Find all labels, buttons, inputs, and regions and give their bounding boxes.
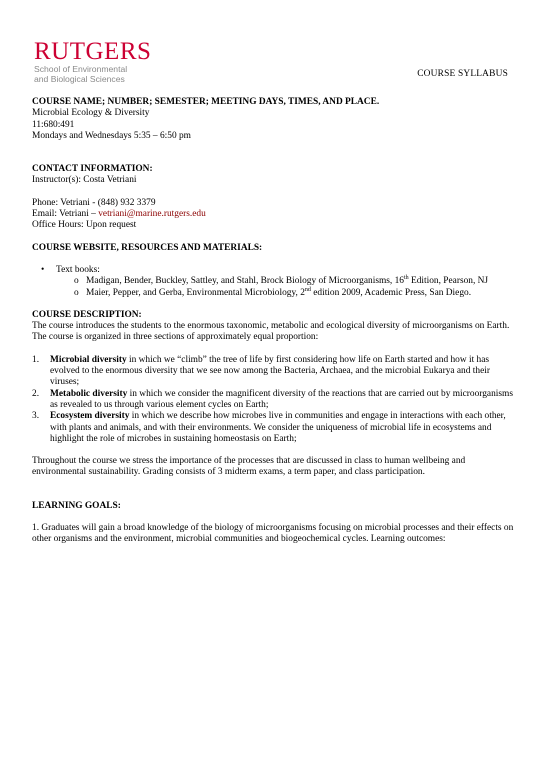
textbook-item-1: o Madigan, Bender, Buckley, Sattley, and Stahl, Brock Biology of Microorganisms, 16th Edition, Pearson, NJ xyxy=(32,276,516,287)
list-item xyxy=(32,265,516,276)
instructor: Instructor(s): Costa Vetriani xyxy=(32,175,137,186)
email-line xyxy=(32,209,516,220)
syllabus-content xyxy=(32,97,516,546)
goals-heading: LEARNING GOALS: xyxy=(32,500,121,511)
description-heading: COURSE DESCRIPTION: xyxy=(32,309,142,320)
resources-heading: COURSE WEBSITE, RESOURCES AND MATERIALS: xyxy=(32,242,263,253)
course-heading: COURSE NAME; NUMBER; SEMESTER; MEETING DAYS, TIMES, AND PLACE. xyxy=(32,97,380,107)
email-prefix: Email: Vetriani – xyxy=(32,209,99,220)
list-item: 2. Metabolic diversity in which we consider the magnificent diversity of the reactions that are carried out by microorganisms as revealed to us through various element cycles on Earth; xyxy=(32,388,513,410)
goal-1: 1. Graduates will gain a broad knowledge of the biology of microorganisms focusing on microbial processes and their effects on other organisms and the environment, microbial communities and biogeochemical cycles. Learning outcomes: xyxy=(32,523,514,545)
doc-label: COURSE SYLLABUS xyxy=(417,69,508,79)
phone: Phone: Vetriani - (848) 932 3379 xyxy=(32,197,156,208)
office-hours: Office Hours: Upon request xyxy=(32,220,137,231)
course-number: 11:680:491 xyxy=(32,119,75,130)
rutgers-logo xyxy=(34,40,194,84)
description-closing: Throughout the course we stress the importance of the processes that are discussed in class to human wellbeing and environmental sustainability. Grading consists of 3 midterm exams, a term paper, and class participation. xyxy=(32,456,466,478)
list-item: 1. Microbial diversity in which we “climb” the tree of life by first considering how life on Earth started and how it has evolved to the enormous diversity that we see now among the Bacteria, Archaea, and the microbial Eukarya and their viruses; xyxy=(32,354,490,388)
logo-wordmark: RUTGERS xyxy=(34,38,152,65)
logo-subtitle-line2: and Biological Sciences xyxy=(34,74,125,84)
course-name: Microbial Ecology & Diversity xyxy=(32,108,150,119)
email-link[interactable]: vetriani@marine.rutgers.edu xyxy=(98,209,206,220)
description-sections xyxy=(32,355,516,445)
textbook-item-2: o Maier, Pepper, and Gerba, Environmental Microbiology, 2nd edition 2009, Academic Press, San Diego. xyxy=(32,288,516,299)
resources-list xyxy=(32,265,516,276)
textbook-list xyxy=(32,276,516,299)
list-item: 3. Ecosystem diversity in which we describe how microbes live in communities and engage in interactions with each other, with plants and animals, and with their environments. We consider the uniqueness of microbial life in ecosystems and highlight the role of microbes in sustaining homeostasis on Earth; xyxy=(32,411,506,444)
contact-heading: CONTACT INFORMATION: xyxy=(32,164,153,175)
logo-subtitle-line1: School of Environmental xyxy=(34,64,128,74)
description-intro: The course introduces the students to the enormous taxonomic, metabolic and ecological diversity of microorganisms on Earth. The course is organized in three sections of approximately equal proportion: xyxy=(32,321,510,343)
course-schedule: Mondays and Wednesdays 5:35 – 6:50 pm xyxy=(32,130,191,141)
textbooks-label: Text books: xyxy=(56,264,100,275)
